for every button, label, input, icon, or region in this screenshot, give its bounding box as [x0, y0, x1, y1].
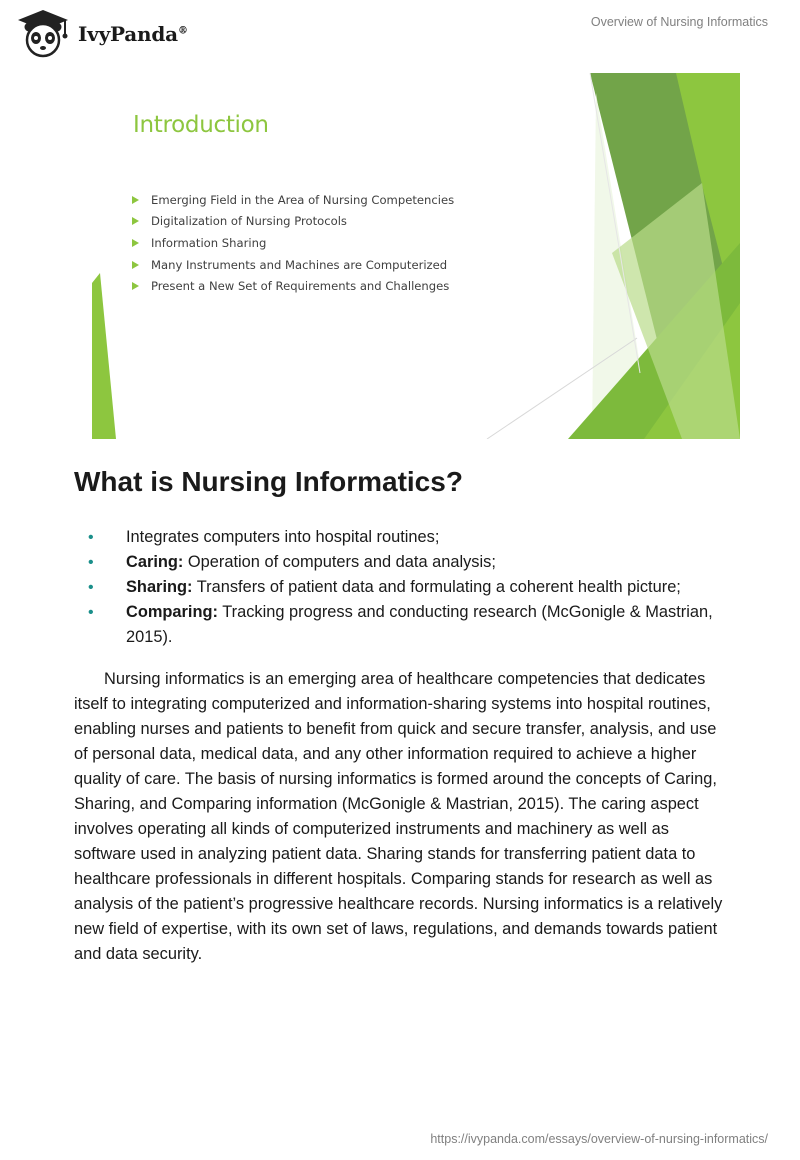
slide-bullet: Digitalization of Nursing Protocols: [132, 211, 454, 233]
logo-text: IvyPanda®: [78, 22, 188, 46]
footer-url-link[interactable]: https://ivypanda.com/essays/overview-of-nursing-informatics/: [430, 1132, 768, 1146]
triangle-bullet-icon: [132, 239, 139, 247]
slide-image: [92, 73, 740, 439]
body-paragraph: Nursing informatics is an emerging area of healthcare competencies that dedicates itself to integrating computerized and information-sharing systems into hospital routines, enabling nurses and patients to benefit from quick and secure transfer, analysis, and use of personal data, medical data, and any other information required to achieve a higher quality of care. The basis of nursing informatics is formed around the concepts of Caring, Sharing, and Comparing information (McGonigle & Mastrian, 2015). The caring aspect involves operating all kinds of computerized instruments and machinery as well as software used in analyzing patient data. Sharing stands for transferring patient data to healthcare professionals in different hospitals. Comparing stands for research as well as analysis of the patient’s progressive healthcare records. Nursing informatics is a relatively new field of expertise, with its own set of laws, regulations, and demands towards patient and data security.: [74, 670, 723, 963]
triangle-bullet-icon: [132, 282, 139, 290]
panda-graduate-icon: [14, 8, 72, 58]
bullet-dot-icon: •: [88, 529, 94, 546]
list-item: • Sharing: Transfers of patient data and formulating a coherent health picture;: [74, 575, 734, 600]
triangle-bullet-icon: [132, 196, 139, 204]
bullet-dot-icon: •: [88, 554, 94, 571]
slide-bullet: Present a New Set of Requirements and Challenges: [132, 275, 454, 297]
logo[interactable]: [14, 8, 188, 58]
slide-bullet: Many Instruments and Machines are Computerized: [132, 254, 454, 276]
bullet-list: [74, 525, 734, 650]
list-item: • Caring: Operation of computers and data analysis;: [74, 550, 734, 575]
slide-bullet: Information Sharing: [132, 232, 454, 254]
triangle-bullet-icon: [132, 261, 139, 269]
slide-bullet: Emerging Field in the Area of Nursing Competencies: [132, 189, 454, 211]
bullet-dot-icon: •: [88, 604, 94, 621]
slide-bullet-list: [132, 189, 454, 297]
bullet-dot-icon: •: [88, 579, 94, 596]
list-item: • Comparing: Tracking progress and conducting research (McGonigle & Mastrian, 2015).: [74, 600, 734, 650]
list-item: • Integrates computers into hospital routines;: [74, 525, 734, 550]
triangle-bullet-icon: [132, 217, 139, 225]
slide-title: Introduction: [133, 112, 269, 138]
section-heading: What is Nursing Informatics?: [74, 466, 463, 497]
document-title: Overview of Nursing Informatics: [590, 15, 768, 29]
